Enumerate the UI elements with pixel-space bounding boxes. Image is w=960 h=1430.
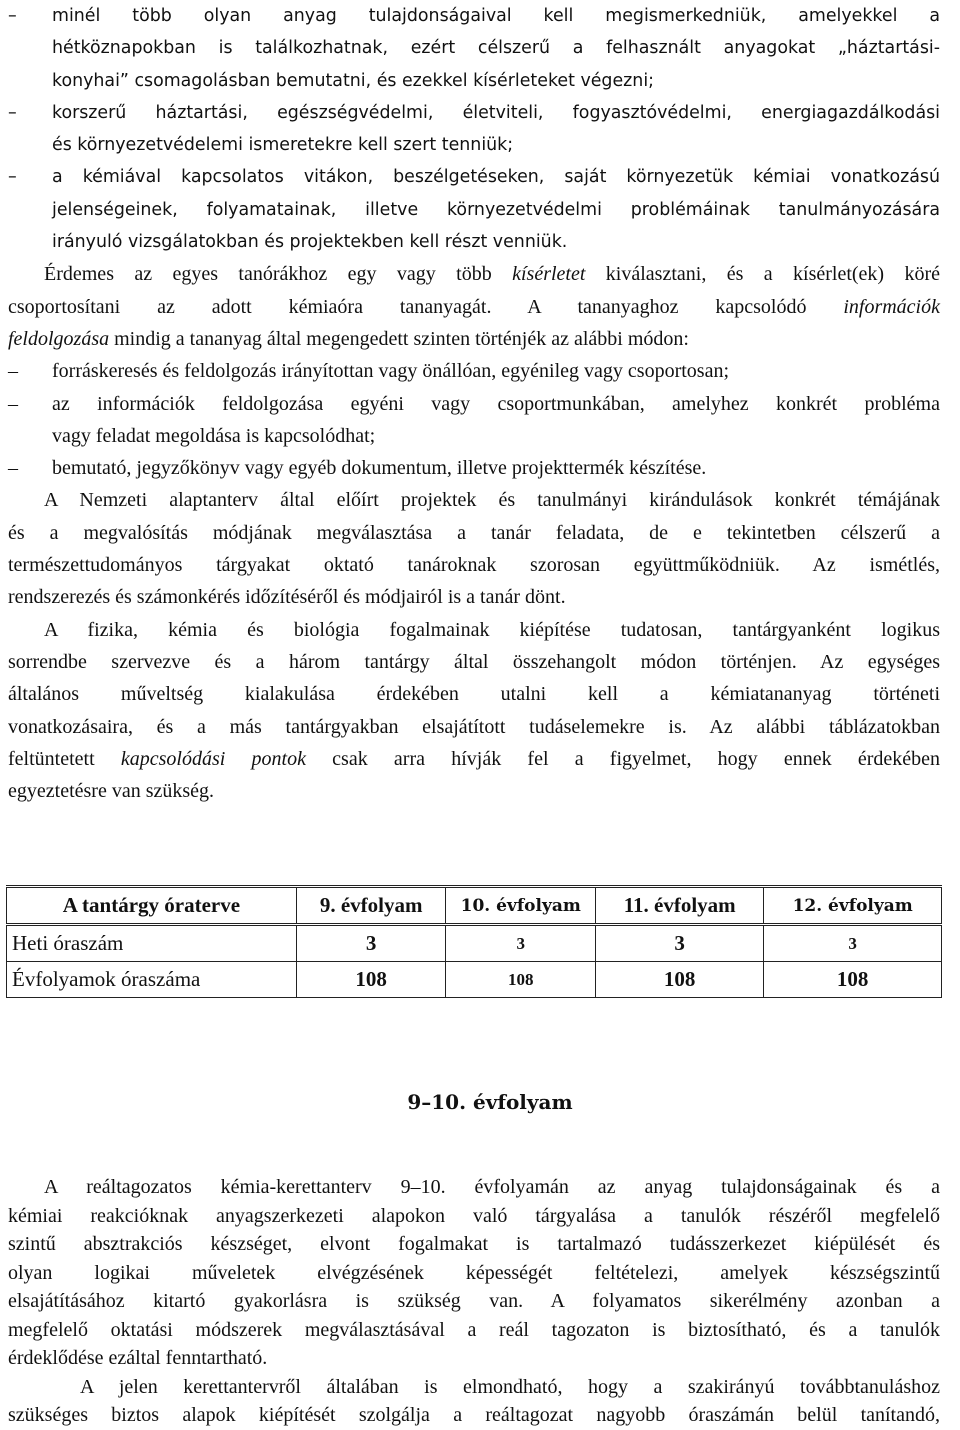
paragraph-line: általános műveltség kialakulása érdekében utalni kell a kémiatananyag történeti	[8, 683, 940, 706]
paragraph-line: egyeztetésre van szükség.	[8, 780, 215, 803]
list-item: – a kémiával kapcsolatos vitákon, beszélgetéseken, saját környezetük kémiai vonatkozású	[8, 161, 940, 193]
list-item: – minél több olyan anyag tulajdonságaival kell megismerkedniük, amelyekkel a	[8, 0, 940, 32]
table-cell: 108	[446, 962, 596, 998]
paragraph-line: vonatkozásaira, és a más tantárgyakban elsajátított tudáselemekre is. Az alábbi táblázatokban	[8, 715, 940, 738]
paragraph-line: A Nemzeti alaptanterv által előírt projektek és tanulmányi kirándulások konkrét témájának	[44, 489, 940, 512]
bullet-dash: –	[8, 102, 17, 123]
list-item: – korszerű háztartási, egészségvédelmi, életviteli, fogyasztóvédelmi, energiagazdálkodási	[8, 97, 940, 129]
list-item-cont: hétköznapokban is találkozhatnak, ezért célszerű a felhasznált anyagokat „háztartási-	[52, 38, 940, 59]
row-label: Évfolyamok óraszáma	[7, 962, 297, 998]
section-heading: 9–10. évfolyam	[407, 1090, 573, 1114]
paragraph-line: feltüntetett kapcsolódási pontok csak arra hívják fel a figyelmet, hogy ennek érdekében	[8, 747, 941, 770]
table-row	[7, 925, 942, 962]
paragraph-line: szükséges biztos alapok kiépítését szolgálja a reáltagozat nagyobb óraszámán belül tanítandó,	[8, 1404, 940, 1426]
paragraph-line: szintű absztrakciós készséget, elvont fogalmakat is tartalmazó tudásszerkezet kiépülését és	[8, 1233, 940, 1255]
table-cell: 3	[596, 925, 764, 962]
list-item: – bemutató, jegyzőkönyv vagy egyéb dokumentum, illetve projekttermék készítése.	[8, 452, 940, 484]
paragraph-line: és a megvalósítás módjának megválasztása a tanár feladata, de e tekintetben célszerű a	[8, 521, 940, 544]
list-item: – az információk feldolgozása egyéni vagy csoportmunkában, amelyhez konkrét probléma	[8, 388, 940, 420]
bullet-dash: –	[8, 6, 17, 26]
list-item-cont: irányuló vizsgálatokban és projektekben kell részt venniük.	[52, 232, 568, 253]
paragraph-line: sorrendbe szervezve és a három tantárgy által összehangolt módon történjen. Az egységes	[8, 650, 940, 673]
paragraph-line: A reáltagozatos kémia-kerettanterv 9–10. évfolyamán az anyag tulajdonságainak és a	[44, 1176, 940, 1198]
table-cell: 3	[296, 925, 446, 962]
table-cell: 108	[764, 962, 942, 998]
table-header: 12. évfolyam	[764, 887, 942, 925]
list-item-cont: konyhai” csomagolásban bemutatni, és ezekkel kísérleteket végezni;	[52, 70, 655, 91]
table-cell: 108	[296, 962, 446, 998]
hours-table	[6, 885, 942, 998]
bullet-dash: –	[8, 457, 18, 480]
paragraph-line: megfelelő oktatási módszerek megválasztásával a reál tagozaton is biztosítható, és a tanulók	[8, 1318, 940, 1341]
bullet-dash: –	[8, 167, 17, 188]
paragraph-line: érdeklődése ezáltal fenntartható.	[8, 1347, 268, 1369]
paragraph-line: rendszerezés és számonkérés időzítéséről és módjairól is a tanár dönt.	[8, 586, 566, 609]
paragraph-line: csoportosítani az adott kémiaóra tananyagát. A tananyaghoz kapcsolódó információk	[8, 295, 940, 318]
table-cell: 108	[596, 962, 764, 998]
paragraph-line: olyan logikai műveletek elvégzésének képességét feltételezi, amelyek készségszintű	[8, 1261, 940, 1284]
table-row	[7, 962, 942, 998]
paragraph-line: természettudományos tárgyakat oktató tanároknak szorosan együttműködniük. Az ismétlés,	[8, 554, 940, 577]
row-label: Heti óraszám	[7, 925, 297, 962]
list-item-cont: vagy feladat megoldása is kapcsolódhat;	[52, 424, 376, 447]
page-body	[8, 0, 940, 807]
bullet-dash: –	[8, 392, 18, 415]
paragraph-line: feldolgozása mindig a tananyag által megengedett szinten történjék az alábbi módon:	[8, 327, 689, 350]
table-cell: 3	[764, 925, 942, 962]
table-cell: 3	[446, 925, 596, 962]
table-header-row	[7, 887, 942, 925]
bottom-text	[8, 1173, 940, 1430]
table-header: A tantárgy óraterve	[7, 887, 297, 925]
table-header: 10. évfolyam	[446, 887, 596, 925]
bullet-dash: –	[8, 360, 18, 383]
paragraph-line: A jelen kerettantervről általában is elmondható, hogy a szakirányú továbbtanuláshoz	[80, 1375, 940, 1398]
list-item: – forráskeresés és feldolgozás irányítottan vagy önállóan, egyénileg vagy csoportosan;	[8, 355, 940, 387]
paragraph-line: kémiai reakcióknak anyagszerkezeti alapokon való tárgyalása a tanulók részéről megfelelő	[8, 1204, 940, 1227]
paragraph-line: Érdemes az egyes tanórákhoz egy vagy több kísérletet kiválasztani, és a kísérlet(ek) köré	[44, 263, 940, 286]
list-item-cont: és környezetvédelemi ismeretekre kell szert tenniük;	[52, 135, 514, 156]
paragraph-line: A fizika, kémia és biológia fogalmainak kiépítése tudatosan, tantárgyanként logikus	[44, 618, 940, 641]
paragraph-line: elsajátításához kitartó gyakorlásra is szükség van. A folyamatos sikerélmény azonban a	[8, 1290, 940, 1312]
list-item-cont: jelenségeinek, folyamatainak, illetve környezetvédelmi problémáinak tanulmányozására	[52, 199, 940, 220]
table-header: 9. évfolyam	[296, 887, 446, 925]
table-header: 11. évfolyam	[596, 887, 764, 925]
